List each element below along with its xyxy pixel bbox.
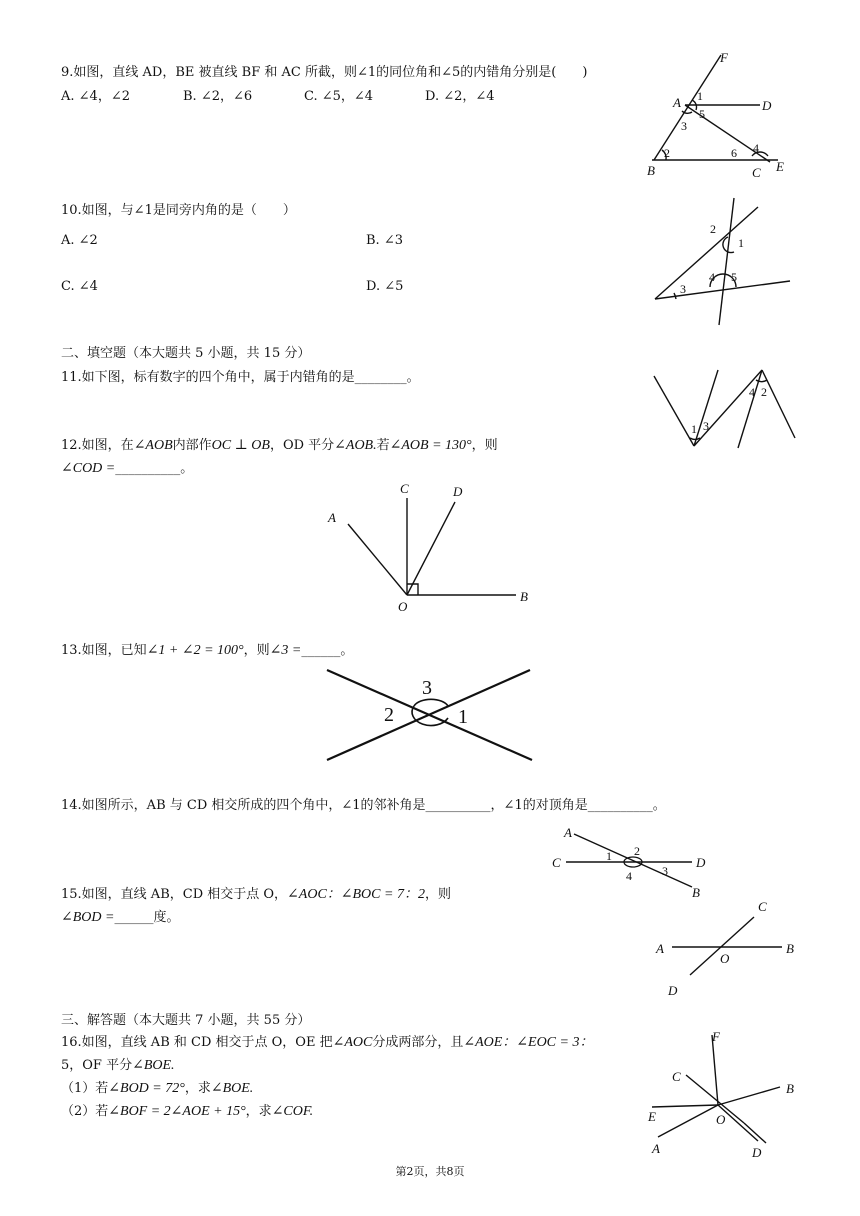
q9-option-c: C. ∠5，∠4	[304, 89, 374, 104]
svg-text:1: 1	[606, 849, 612, 863]
q10-figure	[650, 195, 800, 330]
svg-text:D: D	[668, 983, 678, 998]
svg-text:2: 2	[664, 146, 670, 160]
svg-text:1: 1	[691, 422, 697, 436]
q15-figure	[650, 895, 800, 1005]
svg-text:O: O	[716, 1112, 726, 1127]
svg-text:B: B	[692, 885, 700, 900]
svg-text:B: B	[786, 941, 794, 956]
svg-text:5: 5	[731, 270, 737, 284]
page-footer: 第2页，共8页	[395, 1165, 465, 1178]
q16-part-1: （1）若∠BOD = 72°，求∠BOE.	[61, 1081, 254, 1096]
svg-text:2: 2	[384, 704, 394, 726]
svg-text:D: D	[453, 484, 463, 499]
q9-stem: 9.如图，直线 AD，BE 被直线 BF 和 AC 所截，则∠1的同位角和∠5的内错角分别是( )	[61, 65, 588, 80]
svg-text:3: 3	[662, 864, 668, 878]
q9-option-b: B. ∠2，∠6	[183, 89, 253, 104]
q16-part-2: （2）若∠BOF = 2∠AOE + 15°，求∠COF.	[61, 1104, 314, 1119]
svg-text:C: C	[672, 1069, 681, 1084]
svg-text:4: 4	[709, 270, 715, 284]
q11-stem: 11.如下图，标有数字的四个角中，属于内错角的是________。	[61, 370, 420, 385]
svg-text:5: 5	[699, 107, 705, 121]
q14-stem: 14.如图所示，AB 与 CD 相交所成的四个角中，∠1的邻补角是__________，∠1的对顶角是__________。	[61, 798, 666, 813]
svg-text:3: 3	[680, 282, 686, 296]
svg-text:3: 3	[703, 419, 709, 433]
svg-text:1: 1	[738, 236, 744, 250]
section-2-heading: 二、填空题（本大题共 5 小题，共 15 分）	[61, 346, 311, 361]
svg-text:F: F	[720, 50, 728, 65]
svg-text:4: 4	[749, 385, 755, 399]
section-3-heading: 三、解答题（本大题共 7 小题，共 55 分）	[61, 1013, 311, 1028]
q12-line-1: 12.如图，在∠AOB内部作OC ⊥ OB，OD 平分∠AOB.若∠AOB = 130°，则	[61, 438, 498, 453]
svg-text:C: C	[552, 855, 561, 870]
svg-text:2: 2	[634, 844, 640, 858]
svg-text:O: O	[720, 951, 730, 966]
svg-text:3: 3	[422, 677, 432, 699]
q13-stem: 13.如图，已知∠1 + ∠2 = 100°，则∠3 =______。	[61, 643, 354, 658]
svg-text:E: E	[776, 159, 784, 174]
q10-option-d: D. ∠5	[366, 279, 404, 294]
svg-text:4: 4	[626, 869, 632, 883]
q16-line-1: 16.如图，直线 AB 和 CD 相交于点 O，OE 把∠AOC分成两部分，且∠AOE：∠EOC = 3：	[61, 1035, 594, 1050]
svg-text:O: O	[398, 599, 408, 614]
q9-option-d: D. ∠2，∠4	[425, 89, 495, 104]
q12-line-2: ∠COD =__________。	[61, 461, 194, 476]
q10-stem: 10.如图，与∠1是同旁内角的是（ ）	[61, 203, 296, 218]
q10-option-a: A. ∠2	[61, 233, 98, 248]
q13-figure	[322, 662, 537, 767]
svg-text:A: A	[673, 95, 681, 110]
svg-text:B: B	[647, 163, 655, 178]
svg-text:A: A	[328, 510, 336, 525]
q15-line-1: 15.如图，直线 AB，CD 相交于点 O，∠AOC：∠BOC = 7：2，则	[61, 887, 451, 902]
q16-figure	[640, 1025, 810, 1165]
q9-option-a: A. ∠4，∠2	[61, 89, 130, 104]
svg-text:C: C	[400, 481, 409, 496]
svg-text:4: 4	[753, 141, 759, 155]
svg-text:C: C	[752, 165, 761, 180]
q15-line-2: ∠BOD =______度。	[61, 910, 180, 925]
svg-text:D: D	[696, 855, 706, 870]
svg-text:1: 1	[697, 89, 703, 103]
svg-text:3: 3	[681, 119, 687, 133]
svg-text:A: A	[652, 1141, 660, 1156]
svg-text:D: D	[762, 98, 772, 113]
svg-text:6: 6	[731, 146, 737, 160]
svg-text:2: 2	[710, 222, 716, 236]
q14-figure	[548, 825, 718, 900]
svg-text:B: B	[520, 589, 528, 604]
svg-text:A: A	[656, 941, 664, 956]
svg-text:A: A	[564, 825, 572, 840]
q16-line-2: 5，OF 平分∠BOE.	[61, 1058, 175, 1073]
q10-option-b: B. ∠3	[366, 233, 403, 248]
svg-text:2: 2	[761, 385, 767, 399]
svg-text:D: D	[752, 1145, 762, 1160]
svg-text:C: C	[758, 899, 767, 914]
svg-text:F: F	[712, 1029, 720, 1044]
q10-option-c: C. ∠4	[61, 279, 98, 294]
q12-figure	[320, 478, 550, 618]
q11-figure	[650, 360, 800, 455]
svg-text:B: B	[786, 1081, 794, 1096]
svg-text:E: E	[648, 1109, 656, 1124]
q9-figure	[640, 50, 800, 180]
svg-text:1: 1	[458, 706, 468, 728]
